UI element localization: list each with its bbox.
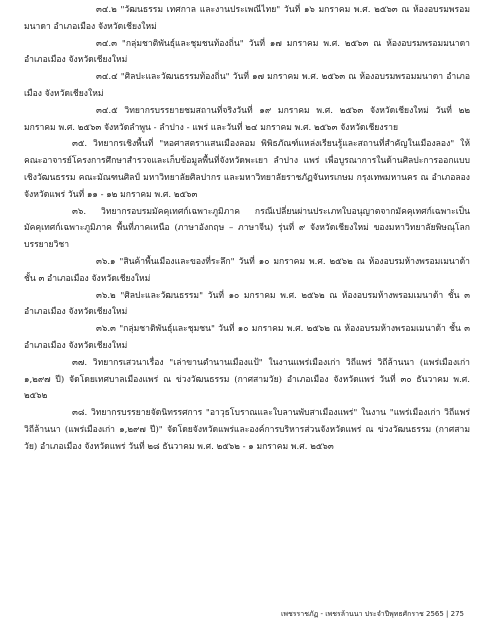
list-item: ๓๔.๕ วิทยากรบรรยายชมสถานที่จริงวันที่ ๑๙ มกราคม พ.ศ. ๒๕๖๓ จังหวัดเชียงใหม่ วันที่ ๒๒ มกราคม พ.ศ. ๒๕๖๓ จังหวัดลำพูน - ลำปาง - แพร่ และวันที่ ๒๔ มกราคม พ.ศ. ๒๕๖๓ จังหวัดเชียงราย xyxy=(24,105,470,133)
list-item: ๓๔.๓ "กลุ่มชาติพันธุ์และชุมชนท้องถิ่น" วันที่ ๑๗ มกราคม พ.ศ. ๒๕๖๓ ณ ห้องอบรมพรอมมนาดา อำเภอเมือง จังหวัดเชียงใหม่ xyxy=(24,38,470,66)
list-item: ๓๗. วิทยากรเสวนาเรื่อง "เล่าขานตำนานเมืองแป้" ในงานแพร่เมืองเก่า วิถีแพร่ วิถีล้านนา (แพร่เมืองเก่า ๑,๒๙๗ ปี) จัดโดยเทศบาลเมืองแพร่ ณ ข่วงวัฒนธรรม (กาศสามวัย) อำเภอเมือง จังหวัดแพร่ วันที่ ๓๐ ธันวาคม พ.ศ. ๒๕๖๒ xyxy=(24,357,470,402)
list-item: ๓๖. วิทยากรอบรมมัคคุเทศก์เฉพาะภูมิภาค กรณีเปลี่ยนผ่านประเภทใบอนุญาตจากมัคคุเทศก์เฉพาะเป็นมัคคุเทศก์เฉพาะภูมิภาค พื้นที่ภาคเหนือ (ภาษาอังกฤษ – ภาษาจีน) รุ่นที่ ๙ จังหวัดเชียงใหม่ ของมหาวิทยาลัยพิษณุโลก บรรยายวิชา xyxy=(24,206,470,251)
list-item: ๓๕. วิทยากรเชิงพื้นที่ "หอศาสตราแสนเมืองลอม พิพิธภัณฑ์แหล่งเรียนรู้และสถานที่สำคัญในเมืองลอง" ให้คณะอาจารย์โครงการศึกษาสำรวจและเก็บข้อมูลพื้นที่จังหวัดพะเยา ลำปาง แพร่ เพื่อบูรณาการในด้านศิลปะการออกแบบเชิงวัฒนธรรม คณะมัณฑนศิลป์ มหาวิทยาลัยศิลปากร และมหาวิทยาลัยราชภัฏจันทรเกษม กรุงเทพมหานคร ณ อำเภอลอง จังหวัดแพร่ วันที่ ๑๑ - ๑๒ มกราคม พ.ศ. ๒๕๖๓ xyxy=(24,139,470,200)
list-item: ๓๖.๒ "ศิลปะและวัฒนธรรม" วันที่ ๑๐ มกราคม พ.ศ. ๒๕๖๒ ณ ห้องอบรมห้างพรอมเมนาด้า ชั้น ๓ อำเภอเมือง จังหวัดเชียงใหม่ xyxy=(24,290,470,318)
list-item: ๓๖.๑ "สินค้าพื้นเมืองและของที่ระลึก" วันที่ ๑๐ มกราคม พ.ศ. ๒๕๖๒ ณ ห้องอบรมห้างพรอมเมนาด้า ชั้น ๓ อำเภอเมือง จังหวัดเชียงใหม่ xyxy=(24,256,470,284)
body-text xyxy=(24,2,470,456)
list-item: ๓๔.๒ "วัฒนธรรม เทศกาล และงานประเพณีไทย" วันที่ ๑๖ มกราคม พ.ศ. ๒๕๖๓ ณ ห้องอบรมพรอมมนาดา อำเภอเมือง จังหวัดเชียงใหม่ xyxy=(24,5,470,32)
page-footer: เพชรราชภัฏ - เพชรล้านนา ประจำปีพุทธศักราช 2565 | 275 xyxy=(281,610,464,618)
list-item: ๓๔.๔ "ศิลปะและวัฒนธรรมท้องถิ่น" วันที่ ๑๗ มกราคม พ.ศ. ๒๕๖๓ ณ ห้องอบรมพรอมมนาดา อำเภอเมือง จังหวัดเชียงใหม่ xyxy=(24,72,470,99)
list-item: ๓๘. วิทยากรบรรยายจัดนิทรรศการ "อาวุธโบราณและใบลานพับสาเมืองแพร่" ในงาน "แพร่เมืองเก่า วิถีแพร่ วิถีล้านนา (แพร่เมืองเก่า ๑,๒๙๗ ปี)" จัดโดยจังหวัดแพร่และองค์การบริหารส่วนจังหวัดแพร่ ณ ข่วงวัฒนธรรม (กาศสามวัย) อำเภอเมือง จังหวัดแพร่ วันที่ ๒๘ ธันวาคม พ.ศ. ๒๕๖๒ - ๑ มกราคม พ.ศ. ๒๕๖๓ xyxy=(24,408,470,452)
list-item: ๓๖.๓ "กลุ่มชาติพันธุ์และชุมชน" วันที่ ๑๐ มกราคม พ.ศ. ๒๕๖๒ ณ ห้องอบรมห้างพรอมเมนาด้า ชั้น ๓ อำเภอเมือง จังหวัดเชียงใหม่ xyxy=(24,324,470,351)
